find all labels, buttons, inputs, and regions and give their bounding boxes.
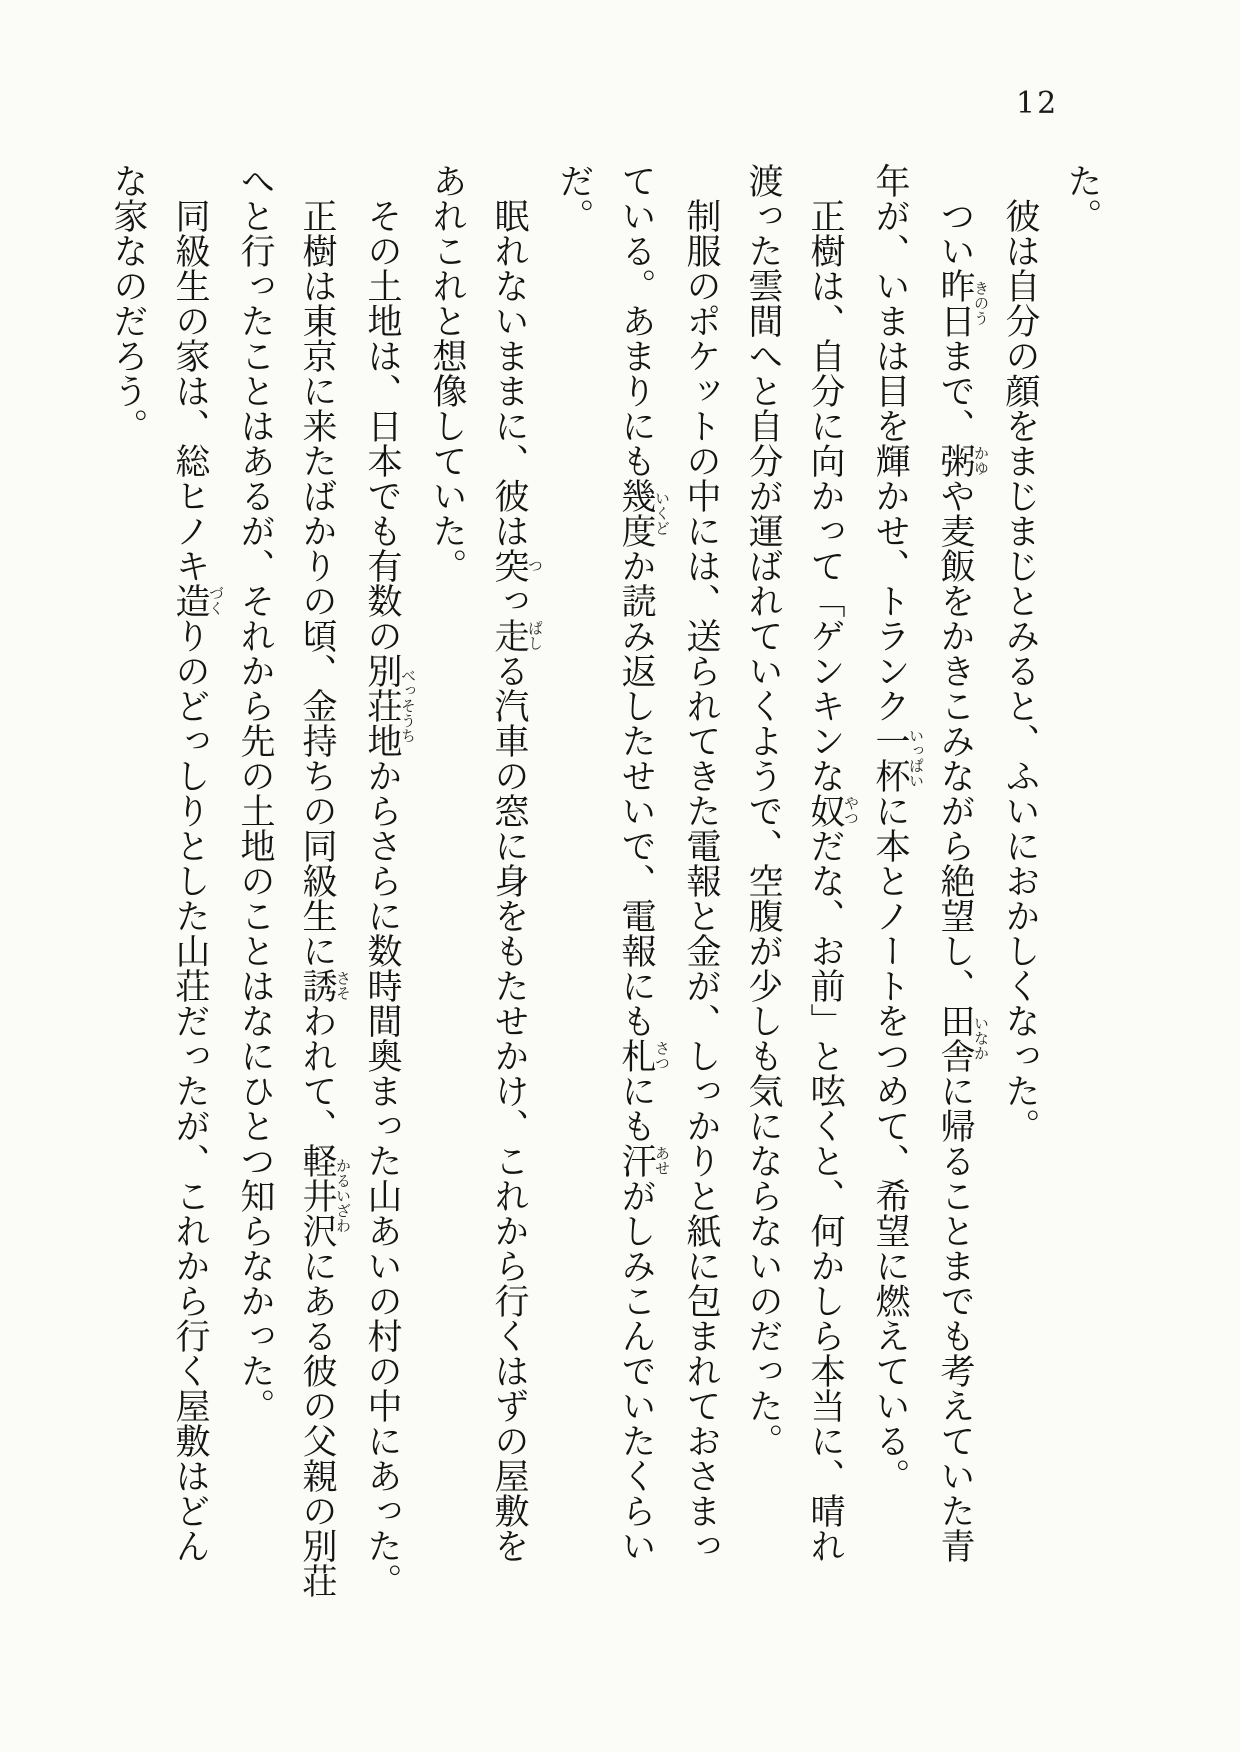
ruby-annotated-text: 造づく [170, 583, 225, 618]
text-column [670, 163, 732, 1577]
text-column [478, 163, 543, 1577]
ruby-annotated-text: 幾度いくど [616, 478, 671, 548]
text-segment: っ [489, 583, 529, 618]
furigana: やつ [842, 793, 860, 828]
text-segment: がしみこんでいたくらい [616, 1178, 656, 1563]
furigana: さつ [653, 1038, 671, 1073]
furigana: いなか [972, 1003, 990, 1073]
text-segment: 渡った雲間へと自分が運ばれていくようで、空腹が少しも気にならないのだった。 [743, 163, 783, 1458]
furigana: づく [207, 583, 225, 618]
text-segment: 同級生の家は、総ヒノキ [170, 198, 210, 583]
ruby-annotated-text: 汗あせ [616, 1143, 671, 1178]
text-segment: た。 [1062, 163, 1102, 233]
ruby-annotated-text: 別荘地べっそうち [362, 653, 417, 758]
text-column [1051, 163, 1113, 1577]
text-segment: に本とノートをつめて、希望に燃えている。 [870, 793, 910, 1493]
text-column [351, 163, 417, 1598]
furigana: さそ [334, 968, 352, 1003]
text-segment: 年が、いまは目を輝かせ、トランク [870, 163, 910, 723]
ruby-annotated-text: 田舎いなか [935, 1003, 990, 1073]
text-segment: つい [935, 198, 975, 268]
paragraph [416, 163, 543, 1577]
furigana: あせ [653, 1143, 671, 1178]
text-column [605, 163, 670, 1577]
paragraph [351, 163, 417, 1598]
text-block [97, 163, 1113, 1598]
paragraph [97, 163, 224, 1577]
text-segment: にある彼の父親の別荘 [297, 1248, 337, 1598]
furigana: かるいざわ [334, 1143, 352, 1248]
paragraph [732, 163, 859, 1577]
text-segment: あれこれと想像していた。 [427, 163, 467, 583]
paragraph [543, 163, 732, 1577]
text-segment: 眠れないままに、彼は [489, 198, 529, 548]
text-segment: る汽車の窓に身をもたせかけ、これから行くはずの屋敷を [489, 653, 529, 1563]
ruby-annotated-text: 札さつ [616, 1038, 671, 1073]
furigana: いくど [653, 478, 671, 548]
page-number: 12 [1016, 86, 1059, 121]
text-column [924, 163, 989, 1577]
text-segment: 彼は自分の顔をまじまじとみると、ふいにおかしくなった。 [1000, 198, 1040, 1143]
text-segment: 正樹は東京に来たばかりの頃、金持ちの同級生に [297, 198, 337, 968]
ruby-annotated-text: 突つ [489, 548, 544, 583]
text-segment: へと行ったことはあるが、それから先の土地のことはなにひとつ知らなかった。 [235, 163, 275, 1423]
ruby-annotated-text: 一杯いっぱい [870, 723, 925, 793]
text-column [989, 163, 1051, 1577]
ruby-annotated-text: 軽井沢かるいざわ [297, 1143, 352, 1248]
furigana: つ [526, 548, 544, 583]
text-segment: な家なのだろう。 [108, 163, 148, 443]
furigana: べっそうち [399, 653, 417, 758]
text-segment: だな、お前」と呟くと、何かしら本当に、晴れ [805, 828, 845, 1563]
paragraph [989, 163, 1051, 1577]
text-column [97, 163, 159, 1577]
furigana: いっぱい [907, 723, 925, 793]
text-segment: りのどっしりとした山荘だったが、これから行く屋敷はどん [170, 618, 210, 1563]
ruby-annotated-text: 粥かゆ [935, 443, 990, 478]
text-segment: まで、 [935, 338, 975, 443]
furigana: ぱし [526, 618, 544, 653]
text-column [286, 163, 352, 1598]
text-segment: われて、 [297, 1003, 337, 1143]
text-column [732, 163, 794, 1577]
text-segment: や麦飯をかきこみながら絶望し、 [935, 478, 975, 1003]
text-segment: その土地は、日本でも有数の [362, 198, 402, 653]
furigana: かゆ [972, 443, 990, 478]
text-column [543, 163, 605, 1577]
text-segment: からさらに数時間奥まった山あいの村の中にあった。 [362, 758, 402, 1598]
paragraph [224, 163, 352, 1598]
text-segment: 正樹は、自分に向かって「ゲンキンな [805, 198, 845, 793]
ruby-annotated-text: 誘さそ [297, 968, 352, 1003]
ruby-annotated-text: 奴やつ [805, 793, 860, 828]
text-column [416, 163, 478, 1577]
paragraph [1051, 163, 1113, 1577]
text-column [794, 163, 859, 1577]
text-segment: ている。あまりにも [616, 163, 656, 478]
furigana: きのう [972, 268, 990, 338]
paragraph [859, 163, 989, 1577]
text-segment: 制服のポケットの中には、送られてきた電報と金が、しっかりと紙に包まれておさまっ [681, 198, 721, 1563]
text-column [224, 163, 286, 1577]
text-column [859, 163, 924, 1577]
text-column [159, 163, 224, 1577]
ruby-annotated-text: 走ぱし [489, 618, 544, 653]
ruby-annotated-text: 昨日きのう [935, 268, 990, 338]
text-segment: だ。 [554, 163, 594, 233]
text-segment: か読み返したせいで、電報にも [616, 548, 656, 1038]
text-segment: に帰ることまでも考えていた青 [935, 1073, 975, 1563]
text-segment: にも [616, 1073, 656, 1143]
